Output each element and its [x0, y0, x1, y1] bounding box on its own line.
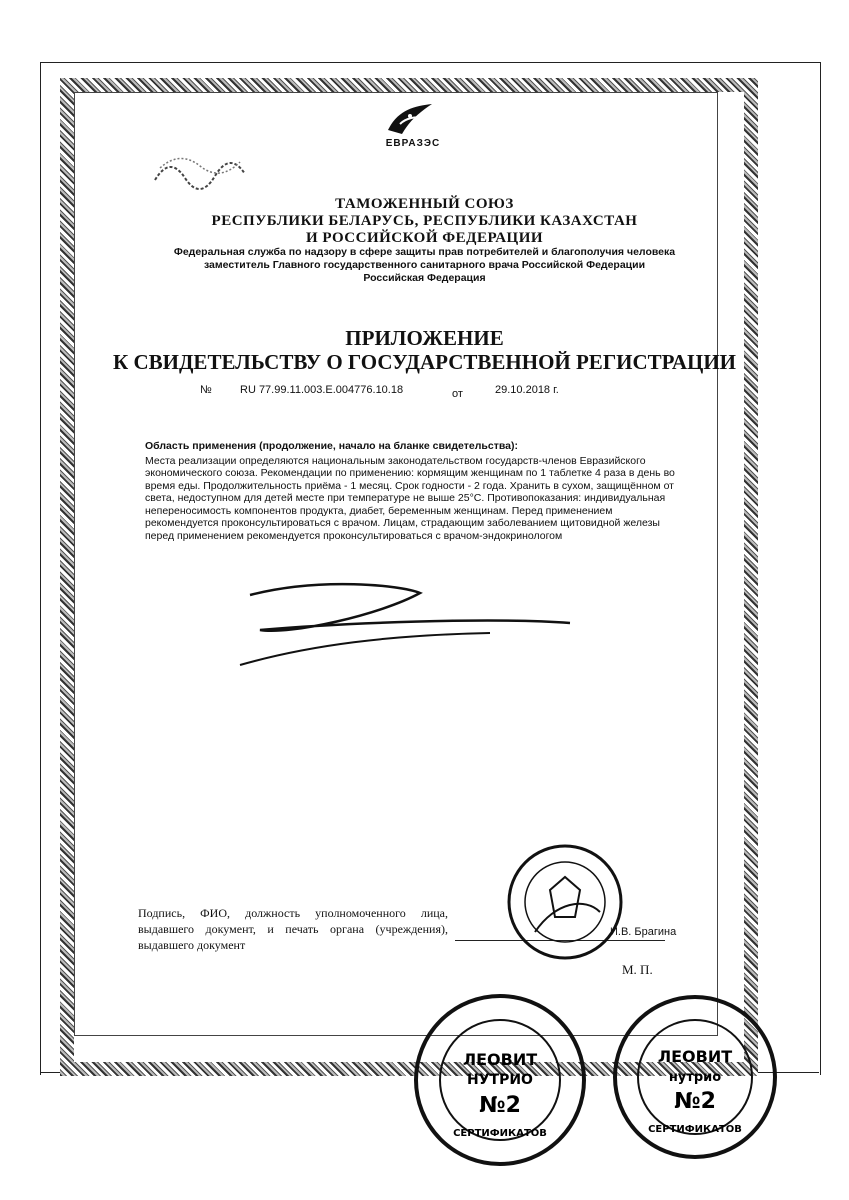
signatory-name: И.В. Брагина — [610, 926, 677, 938]
left-stamp-name-2: НУТРИО — [467, 1072, 533, 1088]
official-seal-icon — [505, 842, 625, 962]
document-title — [0, 326, 849, 374]
company-stamp-left — [410, 990, 590, 1170]
agency-line-1: Федеральная служба по надзору в сфере защиты прав потребителей и благополучия человека — [173, 246, 676, 258]
agency-line-3: Российская Федерация — [363, 272, 486, 284]
company-stamp-right — [610, 992, 780, 1162]
decorative-ornament-icon — [150, 150, 260, 190]
scope-section — [145, 440, 685, 542]
left-stamp-ring-text: СЕРТИФИКАТОВ — [453, 1128, 547, 1139]
title-line-1: ПРИЛОЖЕНИЕ — [345, 326, 504, 350]
scope-heading: Область применения (продолжение, начало на бланке свидетельства): — [145, 440, 518, 452]
signature-caption: Подпись, ФИО, должность уполномоченного лица, выдавшего документ, и печать органа (учреждения), выдавшего документ — [138, 906, 448, 952]
agency-block — [0, 246, 849, 285]
title-line-2: К СВИДЕТЕЛЬСТВУ О ГОСУДАРСТВЕННОЙ РЕГИСТРАЦИИ — [113, 350, 736, 374]
logo-text: ЕВРАЗЭС — [385, 138, 441, 149]
registration-date: 29.10.2018 г. — [495, 384, 559, 396]
agency-line-2: заместитель Главного государственного санитарного врача Российской Федерации — [203, 259, 646, 271]
registration-number: RU 77.99.11.003.Е.004776.10.18 — [240, 384, 404, 396]
registration-date-label: от — [452, 388, 463, 400]
seal-place-label: М. П. — [622, 962, 653, 977]
customs-union-heading — [0, 196, 849, 247]
scope-text: Места реализации определяются национальным законодательством государств-членов Евразийского экономического союза. Рекомендации по применению: кормящим женщинам по 1 таблетке 4 раза в день во время еды. Продолжительность приёма - 1 месяц. Срок годности - 2 года. Хранить в сухом, защищённом от света, недоступном для детей месте при температуре не выше 25°С. Противопоказания: индивидуальная непереносимость компонентов продукта, диабет, беременным женщинам. Перед применением рекомендуется проконсультироваться с врачом. Лицам, страдающим заболеванием щитовидной железы перед применением рекомендуется проконсультироваться с врачом-эндокринологом — [145, 454, 675, 542]
evrazes-emblem-icon — [380, 100, 440, 140]
left-stamp-number: №2 — [479, 1093, 521, 1118]
union-line-3: И РОССИЙСКОЙ ФЕДЕРАЦИИ — [305, 230, 544, 246]
right-stamp-number: №2 — [674, 1089, 716, 1114]
handwritten-signature — [230, 575, 590, 675]
union-line-1: ТАМОЖЕННЫЙ СОЮЗ — [335, 196, 514, 212]
registration-number-label: № — [200, 384, 212, 396]
right-stamp-name-2: нутрио — [668, 1070, 722, 1085]
left-stamp-name-1: ЛЕОВИТ — [462, 1050, 538, 1069]
right-stamp-name-1: ЛЕОВИТ — [657, 1047, 733, 1066]
right-stamp-ring-text: СЕРТИФИКАТОВ — [648, 1124, 742, 1135]
union-line-2: РЕСПУБЛИКИ БЕЛАРУСЬ, РЕСПУБЛИКИ КАЗАХСТАН — [211, 213, 638, 229]
